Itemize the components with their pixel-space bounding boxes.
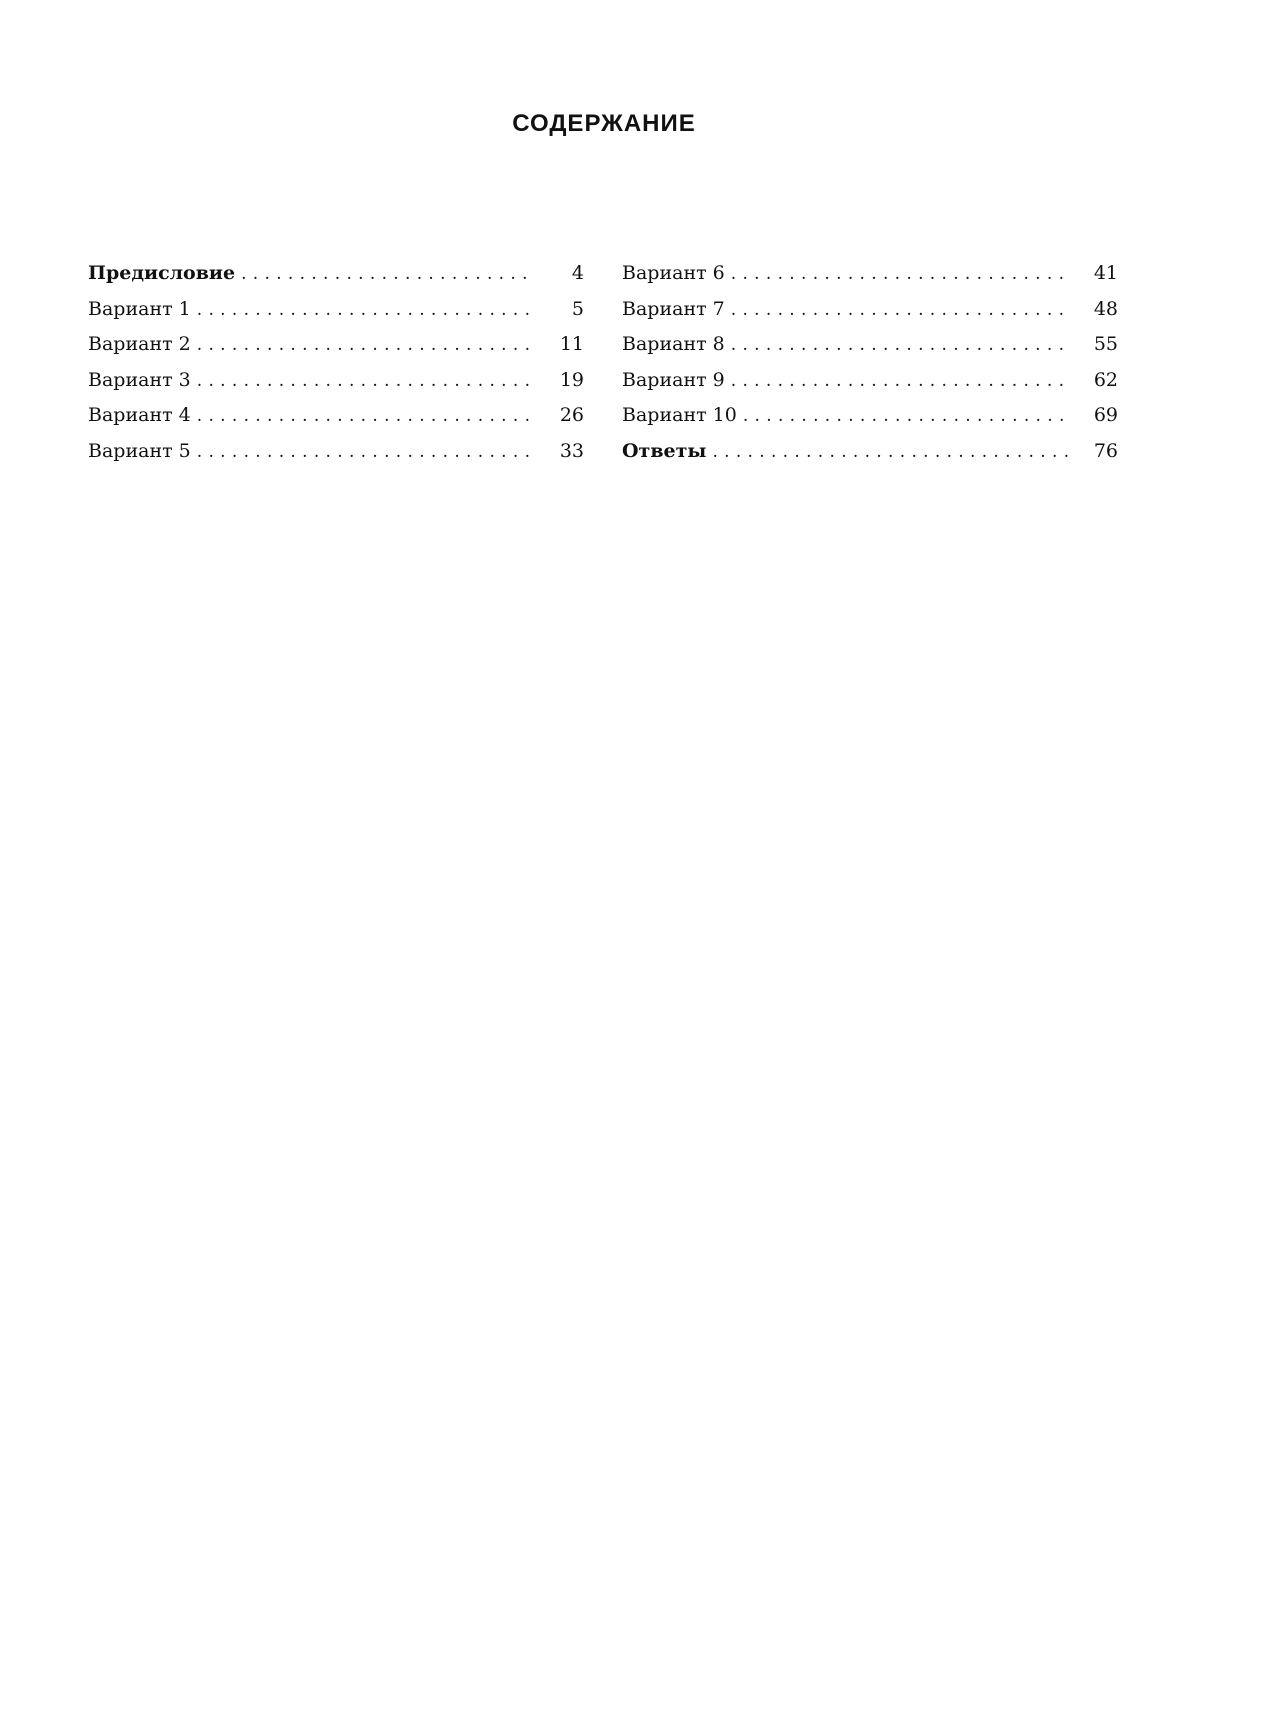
- toc-entry-page: 41: [1093, 262, 1118, 284]
- toc-column-left: [88, 262, 584, 475]
- toc-entry-variant-3[interactable]: [88, 369, 584, 405]
- toc-entry-page: 76: [1093, 439, 1118, 462]
- toc-entry-variant-5[interactable]: [88, 440, 584, 476]
- toc-entry-variant-9[interactable]: [622, 369, 1118, 405]
- page-title: СОДЕРЖАНИЕ: [512, 110, 696, 137]
- toc-entry-page: 33: [559, 439, 584, 462]
- toc-entry-page: 4: [571, 262, 584, 284]
- toc-entry-label: Вариант 3: [88, 368, 191, 391]
- toc-entry-variant-2[interactable]: [88, 333, 584, 369]
- dot-leader: [712, 442, 1068, 462]
- dot-leader: [197, 371, 534, 391]
- toc-entry-label: Вариант 6: [622, 262, 725, 284]
- toc-entry-page: 62: [1093, 368, 1118, 391]
- toc-entry-variant-4[interactable]: [88, 404, 584, 440]
- toc-entry-page: 11: [559, 333, 584, 355]
- dot-leader: [197, 300, 534, 320]
- toc-entry-page: 55: [1093, 333, 1118, 355]
- toc-entry-variant-6[interactable]: [622, 262, 1118, 298]
- toc-entry-page: 5: [571, 297, 584, 320]
- toc-entry-label: Предисловие: [88, 262, 236, 284]
- dot-leader: [731, 335, 1068, 355]
- toc-entry-label: Вариант 1: [88, 297, 191, 320]
- toc-entry-label: Вариант 5: [88, 439, 191, 462]
- toc-entry-label: Вариант 10: [622, 404, 737, 426]
- dot-leader: [197, 335, 534, 355]
- toc-entry-label: Вариант 2: [88, 333, 191, 355]
- toc-entry-label: Вариант 8: [622, 333, 725, 355]
- dot-leader: [197, 442, 534, 462]
- toc-entry-answers[interactable]: [622, 440, 1118, 476]
- dot-leader: [743, 406, 1068, 426]
- toc-entry-page: 69: [1093, 404, 1118, 426]
- toc-entry-variant-8[interactable]: [622, 333, 1118, 369]
- toc-entry-label: Вариант 9: [622, 368, 725, 391]
- dot-leader: [731, 371, 1068, 391]
- toc-entry-label: Вариант 7: [622, 297, 725, 320]
- toc-entry-variant-7[interactable]: [622, 298, 1118, 334]
- toc-entry-page: 19: [559, 368, 584, 391]
- toc-entry-page: 26: [559, 404, 584, 426]
- toc-entry-variant-1[interactable]: [88, 298, 584, 334]
- dot-leader: [731, 264, 1068, 284]
- toc-entry-label: Вариант 4: [88, 404, 191, 426]
- dot-leader: [197, 406, 534, 426]
- dot-leader: [731, 300, 1068, 320]
- toc-column-right: [622, 262, 1118, 475]
- toc-entry-variant-10[interactable]: [622, 404, 1118, 440]
- toc-entry-page: 48: [1093, 297, 1118, 320]
- dot-leader: [241, 264, 534, 284]
- toc-entry-label: Ответы: [622, 439, 707, 462]
- toc-entry-preface[interactable]: [88, 262, 584, 298]
